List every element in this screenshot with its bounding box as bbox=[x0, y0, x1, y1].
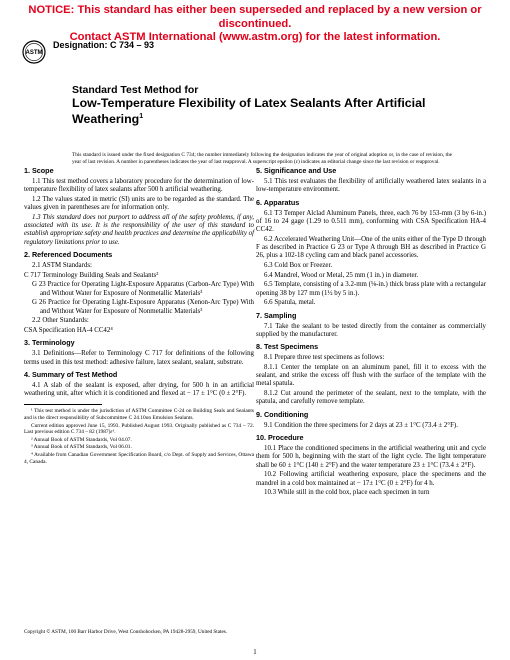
paragraph: 1.2 The values stated in metric (SI) units are to be regarded as the standard. The values given in parentheses are for information only. bbox=[24, 196, 254, 212]
paragraph: 5.1 This test evaluates the flexibility of artificially weathered latex sealants in a low-temperature environment. bbox=[256, 178, 486, 194]
paragraph: 3.1 Definitions—Refer to Terminology C 717 for definitions of the following terms used in this test method: adhesive failure, latex sealant, sealant, substrate. bbox=[24, 350, 254, 366]
supersession-notice bbox=[0, 4, 510, 45]
title-line-3 bbox=[72, 110, 452, 126]
footnote: ⁴ Available from Canadian Government Specification Board, c/o Dept. of Supply and Services, Ottawa 4, Canada. bbox=[24, 451, 254, 465]
paragraph: 9.1 Condition the three specimens for 2 days at 23 ± 1°C (73.4 ± 2°F). bbox=[264, 421, 458, 429]
paragraph: 6.6 Spatula, metal. bbox=[264, 299, 316, 307]
paragraph: 6.1 T3 Temper Alclad Aluminum Panels, three, each 76 by 153-mm (3 by 6-in.) of 16 to 24 gage (1.29 to 0.511 mm), conforming with CSA Specification HA-4 CC42. bbox=[256, 209, 486, 234]
right-column bbox=[256, 163, 486, 499]
paragraph: 7.1 Take the sealant to be tested directly from the container as commercially supplied by the manufacturer. bbox=[256, 322, 486, 338]
section-heading: 1. Scope bbox=[24, 166, 54, 175]
standard-note: This standard is issued under the fixed designation C 734; the number immediately following the designation indicates the year of original adoption or, in the case of revision, the year of last revision. A number in parentheses indicates the year of last reapproval. A superscript epsilon (ε) indicates an editorial change since the last revision or reapproval. bbox=[72, 152, 452, 166]
section-heading: 9. Conditioning bbox=[256, 409, 309, 419]
paragraph: 2.2 Other Standards: bbox=[32, 317, 89, 325]
paragraph: 10.2 Following artificial weathering exposure, place the specimens and the mandrel in a cold box maintained at − 17± 1°C (0 ± 2°F) for 4 h. bbox=[256, 471, 486, 487]
astm-logo-icon bbox=[22, 40, 46, 64]
reference-item: G 26 Practice for Operating Light-Exposure Apparatus (Xenon-Arc Type) With and Without Water for Exposure of Nonmetallic Materials³ bbox=[32, 299, 254, 315]
section-heading: 3. Terminology bbox=[24, 338, 75, 348]
designation: Designation: C 734 – 93 bbox=[53, 40, 155, 50]
section-heading: 2. Referenced Documents bbox=[24, 249, 113, 259]
svg-text:ASTM: ASTM bbox=[25, 50, 43, 57]
paragraph: 8.1.1 Center the template on an aluminum panel, fill it to excess with the sealant, and strike the excess off flush with the surface of the template with the metal spatula. bbox=[256, 364, 486, 388]
paragraph: 6.3 Cold Box or Freezer. bbox=[264, 262, 333, 270]
footnote: ³ Annual Book of ASTM Standards, Vol 06.01. bbox=[31, 444, 132, 451]
section-heading: 8. Test Specimens bbox=[256, 342, 319, 352]
title-line-2: Low-Temperature Flexibility of Latex Sealants After Artificial bbox=[72, 96, 426, 110]
paragraph: 8.1 Prepare three test specimens as follows: bbox=[264, 354, 385, 362]
section-heading: 4. Summary of Test Method bbox=[24, 369, 118, 379]
paragraph: 6.5 Template, consisting of a 3.2-mm (⅛-in.) thick brass plate with a rectangular opening 38 by 127 mm (1½ by 5 in.). bbox=[256, 281, 486, 297]
reference-item: G 23 Practice for Operating Light-Exposure Apparatus (Carbon-Arc Type) With and Without Water for Exposure of Nonmetallic Materials³ bbox=[32, 281, 254, 297]
paragraph: 1.1 This test method covers a laboratory procedure for the determination of low-temperature flexibility of latex sealants after 500 h artificial weathering. bbox=[24, 178, 254, 194]
paragraph: 8.1.2 Cut around the perimeter of the sealant, next to the template, with the spatula, and carefully remove template. bbox=[256, 390, 486, 406]
paragraph: 10.1 Place the conditioned specimens in the artificial weathering unit and cycle them for 500 h, beginning with the start of the light cycle. The light temperature shall be 60 ± 1°C (140 ± 2°F) and the water temperature 23 ± 1°C (73.4 ± 2°F). bbox=[256, 445, 486, 469]
footnote-divider bbox=[24, 404, 102, 405]
paragraph: 1.3 This standard does not purport to address all of the safety problems, if any, associated with its use. It is the responsibility of the user of this standard to establish appropriate safety and health practices and determine the applicability of regulatory limitations prior to use. bbox=[24, 214, 254, 246]
section-heading: 5. Significance and Use bbox=[256, 166, 337, 175]
paragraph: 4.1 A slab of the sealant is exposed, after drying, for 500 h in an artificial weathering unit, after which it is conditioned and flexed at − 17 ± 1°C (0 ± 2°F). bbox=[24, 381, 254, 398]
footnote: ¹ This test method is under the jurisdiction of ASTM Committee C-24 on Building Seals and Sealants and is the direct responsibility of Subcommittee C 24.10on Emulsion Sealants. bbox=[24, 408, 254, 421]
page-number: 1 bbox=[253, 649, 257, 656]
paragraph: 2.1 ASTM Standards: bbox=[32, 262, 92, 270]
footnote: ² Annual Book of ASTM Standards, Vol 04.07. bbox=[31, 436, 132, 443]
notice-line-1: NOTICE: This standard has either been superseded and replaced by a new version or discontinued. bbox=[28, 4, 482, 30]
paragraph: 6.2 Accelerated Weathering Unit—One of the units either of the Type D through F as described in Practice G 23 or Type A through BH as described in Practice G 26, plus a 102-18 cycling cam and black panel accessories. bbox=[256, 235, 486, 260]
title-line-1: Standard Test Method for bbox=[72, 84, 199, 96]
reference-item: C 717 Terminology Building Seals and Sealants² bbox=[24, 271, 159, 279]
section-heading: 10. Procedure bbox=[256, 432, 304, 442]
document-title bbox=[72, 84, 452, 126]
reference-item: CSA Specification HA-4 CC42⁴ bbox=[24, 326, 113, 334]
footnote: Current edition approved June 15, 1993. Published August 1993. Originally published as C 734 – 72. Last previous edition C 734 – 82 (1987)ε¹. bbox=[24, 422, 254, 436]
title-footnote-mark: 1 bbox=[139, 113, 144, 120]
section-heading: 7. Sampling bbox=[256, 310, 297, 320]
section-heading: 6. Apparatus bbox=[256, 197, 300, 207]
notice-line-2: Contact ASTM International (www.astm.org) for the latest information. bbox=[69, 31, 441, 43]
copyright-line: Copyright © ASTM, 100 Barr Harbor Drive, West Conshohocken, PA 19428-2959, United States. bbox=[24, 629, 228, 635]
paragraph: 10.3 While still in the cold box, place each specimen in turn bbox=[264, 489, 430, 497]
title-line-3-text: Weathering bbox=[72, 112, 140, 127]
paragraph: 6.4 Mandrel, Wood or Metal, 25 mm (1 in.) in diameter. bbox=[264, 271, 419, 279]
left-column bbox=[24, 163, 254, 466]
